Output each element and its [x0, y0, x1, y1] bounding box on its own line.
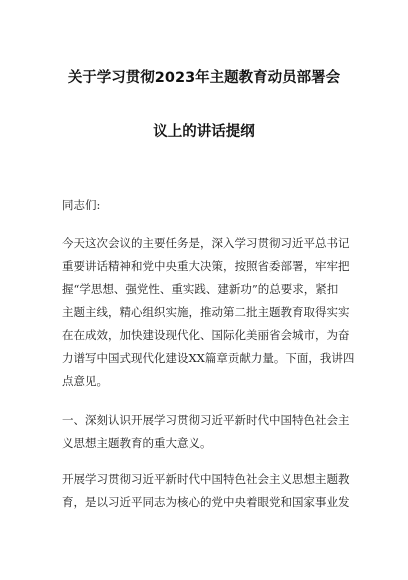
- paragraph-line: 主题主线，精心组织实施，推动第二批主题教育取得实实: [62, 305, 350, 319]
- paragraph-line: 今天这次会议的主要任务是，深入学习贯彻习近平总书记: [62, 236, 350, 250]
- paragraph-line: 义思想主题教育的重大意义。: [62, 436, 212, 450]
- paragraph-line: 重要讲话精神和党中央重大决策，按照省委部署，牢牢把: [62, 259, 350, 273]
- title-line-1: 关于学习贯彻2023年主题教育动员部署会: [67, 70, 341, 86]
- paragraph-line: 力谱写中国式现代化建设XX篇章贡献力量。下面，我讲四: [62, 351, 355, 365]
- paragraph-line: 育，是以习近平同志为核心的党中央着眼党和国家事业发: [62, 495, 350, 509]
- paragraph-line: 在在成效，加快建设现代化、国际化美丽省会城市，为奋: [62, 328, 350, 342]
- paragraph-line: 一、深刻认识开展学习贯彻习近平新时代中国特色社会主: [62, 413, 350, 427]
- title-line-2: 议上的讲话提纲: [153, 124, 255, 140]
- paragraph-line: 握“学思想、强党性、重实践、建新功”的总要求，紧扣: [62, 282, 339, 296]
- paragraph-body: [62, 468, 350, 514]
- salutation: 同志们:: [62, 198, 101, 212]
- paragraph-line: 点意见。: [62, 374, 108, 388]
- section-heading-1: [62, 409, 350, 455]
- paragraph-intro: [62, 232, 354, 393]
- paragraph-line: 开展学习贯彻习近平新时代中国特色社会主义思想主题教: [62, 472, 350, 486]
